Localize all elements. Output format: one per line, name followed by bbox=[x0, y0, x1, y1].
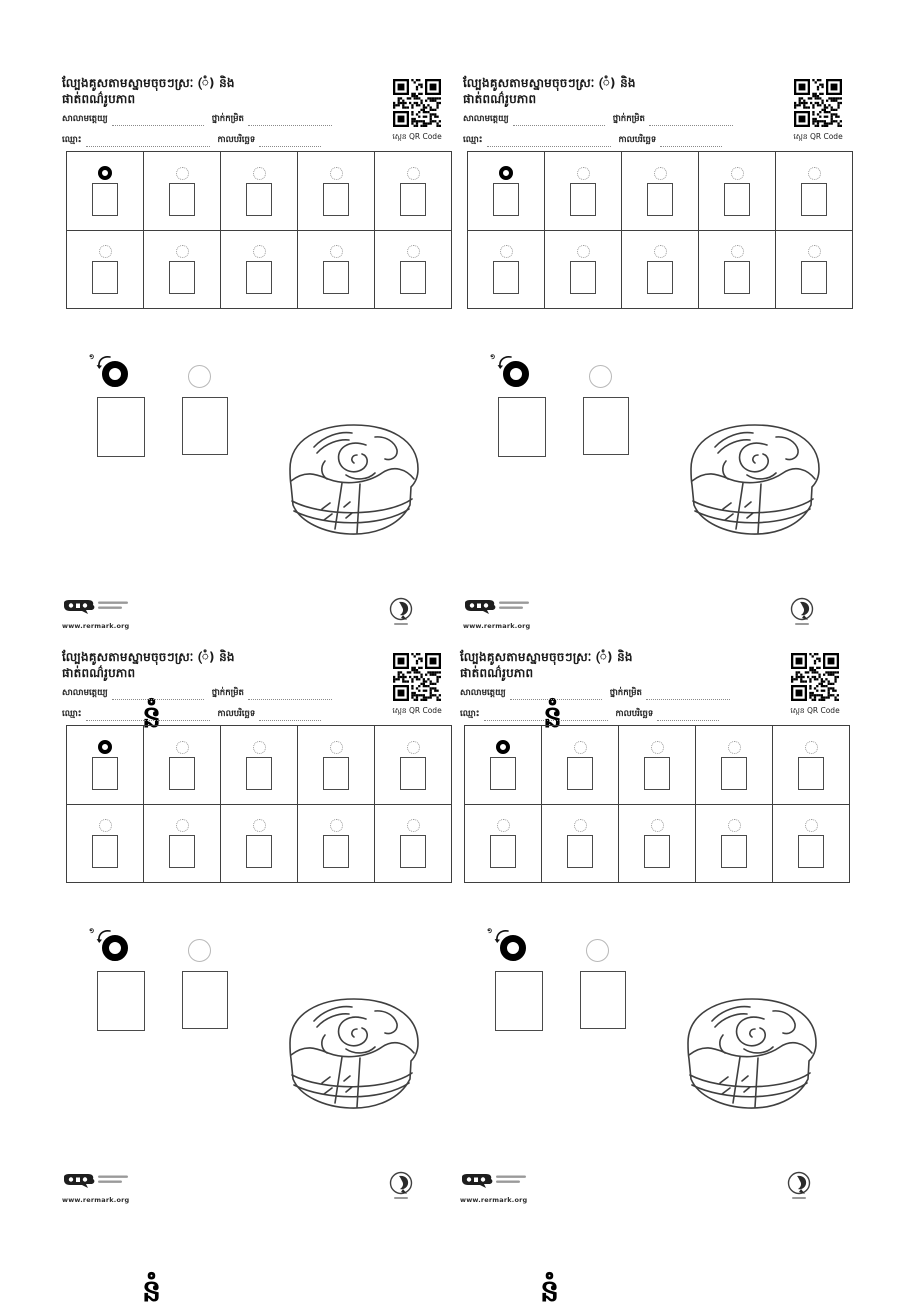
nikahit-trace-mark bbox=[99, 245, 112, 258]
writing-box bbox=[323, 261, 349, 294]
writing-box bbox=[647, 261, 673, 294]
writing-box bbox=[92, 835, 118, 868]
trace-cell bbox=[375, 231, 452, 310]
field-row-2 bbox=[463, 135, 783, 147]
writing-box bbox=[246, 183, 272, 216]
picture-word: នំ bbox=[543, 700, 563, 735]
trace-cell bbox=[699, 231, 776, 310]
nikahit-trace-mark bbox=[176, 819, 189, 832]
writing-box-large bbox=[97, 971, 145, 1031]
name-field-line bbox=[86, 138, 210, 147]
worksheet bbox=[458, 649, 854, 1309]
qr-block bbox=[788, 653, 842, 717]
nikahit-trace-mark bbox=[188, 365, 211, 388]
nikahit-trace-mark bbox=[188, 939, 211, 962]
worksheet-title-line2: ផាត់ពណ៌រូបភាព bbox=[463, 92, 537, 107]
trace-cell bbox=[619, 726, 696, 805]
nikahit-example-mark bbox=[503, 361, 529, 387]
name-field-label: ឈ្មោះ bbox=[62, 135, 82, 146]
trace-cell bbox=[375, 152, 452, 231]
trace-cell bbox=[622, 231, 699, 310]
qr-caption: ស្កេន QR Code bbox=[392, 706, 442, 715]
school-field-label: សាលាមត្តេយ្យ bbox=[463, 114, 509, 125]
nikahit-trace-mark bbox=[586, 939, 609, 962]
nikahit-trace-mark bbox=[577, 167, 590, 180]
nikahit-example-mark bbox=[98, 166, 112, 180]
writing-box bbox=[493, 183, 519, 216]
worksheet bbox=[461, 75, 857, 735]
date-field-label: កាលបរិច្ឆេទ bbox=[217, 709, 256, 720]
writing-box bbox=[92, 183, 118, 216]
publisher-logo-block bbox=[460, 1173, 550, 1204]
worksheet-title-line2: ផាត់ពណ៌រូបភាព bbox=[62, 666, 136, 681]
publisher-website: www.rermark.org bbox=[62, 622, 130, 630]
nikahit-trace-mark bbox=[330, 741, 343, 754]
nikahit-example-mark bbox=[102, 935, 128, 961]
writing-box bbox=[246, 261, 272, 294]
writing-box bbox=[490, 835, 516, 868]
qr-block bbox=[390, 653, 444, 717]
trace-cell bbox=[144, 726, 221, 805]
writing-box bbox=[323, 757, 349, 790]
school-field-line bbox=[112, 691, 204, 700]
grade-field-line bbox=[646, 691, 730, 700]
trace-grid bbox=[464, 725, 850, 883]
trace-cell bbox=[542, 726, 619, 805]
trace-cell bbox=[221, 152, 298, 231]
trace-cell bbox=[67, 726, 144, 805]
writing-box bbox=[323, 183, 349, 216]
trace-cell bbox=[696, 726, 773, 805]
nikahit-trace-mark bbox=[500, 245, 513, 258]
worksheet-copy-bottom-left bbox=[60, 649, 456, 1309]
grade-field-label: ថ្នាក់កម្រិត bbox=[211, 114, 244, 125]
worksheet-copy-bottom-right bbox=[458, 649, 854, 1309]
writing-box-large bbox=[583, 397, 629, 455]
nikahit-trace-mark bbox=[330, 167, 343, 180]
worksheet-title-line1: ល្បែងគូសតាមស្នាមចុចៗស្រៈ (ំ) និង bbox=[463, 76, 636, 90]
name-field-label: ឈ្មោះ bbox=[62, 709, 82, 720]
writing-box-large bbox=[495, 971, 543, 1031]
writing-box bbox=[798, 757, 824, 790]
publisher-logo-icon bbox=[62, 599, 142, 617]
qr-caption: ស្កេន QR Code bbox=[793, 132, 843, 141]
writing-box bbox=[721, 757, 747, 790]
nikahit-trace-mark bbox=[253, 245, 266, 258]
writing-box bbox=[169, 757, 195, 790]
picture-word: នំ bbox=[142, 700, 162, 735]
school-field-line bbox=[510, 691, 602, 700]
stroke-number: ១ bbox=[490, 353, 496, 361]
mascot-icon bbox=[388, 1171, 414, 1205]
school-field-line bbox=[112, 117, 204, 126]
nikahit-trace-mark bbox=[589, 365, 612, 388]
nikahit-trace-mark bbox=[407, 819, 420, 832]
trace-cell bbox=[67, 231, 144, 310]
worksheet-copy-top-left bbox=[60, 75, 456, 735]
cake-coloring-picture bbox=[676, 991, 826, 1119]
writing-box bbox=[570, 261, 596, 294]
trace-cell bbox=[545, 231, 622, 310]
name-field-label: ឈ្មោះ bbox=[460, 709, 480, 720]
trace-cell bbox=[619, 805, 696, 884]
qr-block bbox=[791, 79, 845, 143]
nikahit-trace-mark bbox=[574, 741, 587, 754]
writing-box-large bbox=[97, 397, 145, 457]
trace-cell bbox=[465, 805, 542, 884]
trace-cell bbox=[67, 152, 144, 231]
mascot-icon bbox=[786, 1171, 812, 1205]
writing-box-large bbox=[498, 397, 546, 457]
nikahit-trace-mark bbox=[805, 819, 818, 832]
nikahit-trace-mark bbox=[577, 245, 590, 258]
worksheet-copy-top-right bbox=[461, 75, 857, 735]
writing-box bbox=[246, 835, 272, 868]
nikahit-trace-mark bbox=[805, 741, 818, 754]
trace-cell bbox=[468, 231, 545, 310]
worksheet-title-line1: ល្បែងគូសតាមស្នាមចុចៗស្រៈ (ំ) និង bbox=[62, 76, 235, 90]
writing-box bbox=[570, 183, 596, 216]
date-field-line bbox=[660, 138, 722, 147]
trace-cell bbox=[144, 152, 221, 231]
writing-box bbox=[400, 183, 426, 216]
trace-grid bbox=[66, 725, 452, 883]
nikahit-trace-mark bbox=[731, 245, 744, 258]
date-field-line bbox=[259, 138, 321, 147]
grade-field-line bbox=[649, 117, 733, 126]
publisher-logo-icon bbox=[62, 1173, 142, 1191]
field-row-1 bbox=[62, 114, 382, 126]
date-field-line bbox=[259, 712, 321, 721]
writing-box bbox=[169, 835, 195, 868]
trace-cell bbox=[773, 726, 850, 805]
mascot-icon bbox=[388, 597, 414, 631]
trace-cell bbox=[699, 152, 776, 231]
trace-cell bbox=[776, 231, 853, 310]
writing-box bbox=[169, 261, 195, 294]
info-fields bbox=[62, 114, 382, 147]
nikahit-trace-mark bbox=[253, 167, 266, 180]
writing-box bbox=[169, 183, 195, 216]
info-fields bbox=[460, 688, 780, 721]
nikahit-trace-mark bbox=[330, 819, 343, 832]
trace-cell bbox=[298, 231, 375, 310]
grade-field-label: ថ្នាក់កម្រិត bbox=[609, 688, 642, 699]
nikahit-trace-mark bbox=[99, 819, 112, 832]
trace-cell bbox=[221, 726, 298, 805]
publisher-website: www.rermark.org bbox=[460, 1196, 528, 1204]
worksheet-title-line2: ផាត់ពណ៌រូបភាព bbox=[460, 666, 534, 681]
writing-box bbox=[400, 835, 426, 868]
writing-box bbox=[801, 183, 827, 216]
qr-block bbox=[390, 79, 444, 143]
writing-box-large bbox=[182, 397, 228, 455]
nikahit-trace-mark bbox=[728, 819, 741, 832]
publisher-website: www.rermark.org bbox=[463, 622, 531, 630]
trace-cell bbox=[622, 152, 699, 231]
worksheet-title-line1: ល្បែងគូសតាមស្នាមចុចៗស្រៈ (ំ) និង bbox=[62, 650, 235, 664]
info-fields bbox=[62, 688, 382, 721]
nikahit-example-mark bbox=[102, 361, 128, 387]
worksheet-header bbox=[460, 649, 780, 730]
worksheet bbox=[60, 75, 456, 735]
worksheet-title-line1: ល្បែងគូសតាមស្នាមចុចៗស្រៈ (ំ) និង bbox=[460, 650, 633, 664]
picture-word: នំ bbox=[142, 1274, 162, 1309]
publisher-logo-icon bbox=[460, 1173, 540, 1191]
trace-grid bbox=[467, 151, 853, 309]
writing-box bbox=[644, 757, 670, 790]
nikahit-trace-mark bbox=[253, 819, 266, 832]
worksheet bbox=[60, 649, 456, 1309]
trace-cell bbox=[696, 805, 773, 884]
nikahit-trace-mark bbox=[654, 245, 667, 258]
field-row-2 bbox=[62, 135, 382, 147]
cake-coloring-picture bbox=[679, 417, 829, 545]
trace-cell bbox=[221, 805, 298, 884]
trace-cell bbox=[221, 231, 298, 310]
field-row-2 bbox=[62, 709, 382, 721]
grade-field-line bbox=[248, 691, 332, 700]
nikahit-trace-mark bbox=[808, 167, 821, 180]
date-field-label: កាលបរិច្ឆេទ bbox=[217, 135, 256, 146]
writing-box bbox=[92, 261, 118, 294]
nikahit-trace-mark bbox=[808, 245, 821, 258]
grade-field-label: ថ្នាក់កម្រិត bbox=[211, 688, 244, 699]
picture-word: នំ bbox=[540, 1274, 560, 1309]
worksheet-header bbox=[463, 75, 783, 156]
mascot-icon bbox=[789, 597, 815, 631]
writing-box bbox=[493, 261, 519, 294]
writing-box bbox=[92, 757, 118, 790]
trace-grid bbox=[66, 151, 452, 309]
qr-code-icon bbox=[393, 653, 441, 701]
trace-cell bbox=[375, 805, 452, 884]
writing-box bbox=[724, 261, 750, 294]
publisher-logo-block bbox=[62, 1173, 152, 1204]
nikahit-example-mark bbox=[496, 740, 510, 754]
nikahit-trace-mark bbox=[253, 741, 266, 754]
qr-code-icon bbox=[794, 79, 842, 127]
nikahit-trace-mark bbox=[574, 819, 587, 832]
nikahit-trace-mark bbox=[176, 167, 189, 180]
trace-cell bbox=[542, 805, 619, 884]
nikahit-example-mark bbox=[98, 740, 112, 754]
nikahit-trace-mark bbox=[497, 819, 510, 832]
worksheet-footer bbox=[60, 1173, 456, 1215]
school-field-line bbox=[513, 117, 605, 126]
worksheet-header bbox=[62, 75, 382, 156]
field-row-1 bbox=[62, 688, 382, 700]
nikahit-trace-mark bbox=[654, 167, 667, 180]
nikahit-example-mark bbox=[499, 166, 513, 180]
stroke-number: ១ bbox=[89, 927, 95, 935]
cake-coloring-picture bbox=[278, 417, 428, 545]
name-field-line bbox=[487, 138, 611, 147]
stroke-number: ១ bbox=[89, 353, 95, 361]
trace-cell bbox=[468, 152, 545, 231]
date-field-line bbox=[657, 712, 719, 721]
info-fields bbox=[463, 114, 783, 147]
worksheet-footer bbox=[458, 1173, 854, 1215]
trace-cell bbox=[298, 726, 375, 805]
trace-cell bbox=[298, 805, 375, 884]
name-field-line bbox=[86, 712, 210, 721]
trace-cell bbox=[375, 726, 452, 805]
writing-box bbox=[724, 183, 750, 216]
writing-box bbox=[721, 835, 747, 868]
field-row-1 bbox=[463, 114, 783, 126]
stroke-number: ១ bbox=[487, 927, 493, 935]
nikahit-trace-mark bbox=[731, 167, 744, 180]
nikahit-trace-mark bbox=[651, 819, 664, 832]
trace-cell bbox=[67, 805, 144, 884]
cake-coloring-picture bbox=[278, 991, 428, 1119]
trace-cell bbox=[773, 805, 850, 884]
writing-box bbox=[801, 261, 827, 294]
writing-box bbox=[644, 835, 670, 868]
worksheet-title-line2: ផាត់ពណ៌រូបភាព bbox=[62, 92, 136, 107]
field-row-2 bbox=[460, 709, 780, 721]
nikahit-trace-mark bbox=[176, 741, 189, 754]
worksheet-footer bbox=[60, 599, 456, 641]
nikahit-trace-mark bbox=[728, 741, 741, 754]
writing-box bbox=[490, 757, 516, 790]
publisher-website: www.rermark.org bbox=[62, 1196, 130, 1204]
writing-box bbox=[567, 835, 593, 868]
trace-cell bbox=[144, 805, 221, 884]
qr-code-icon bbox=[393, 79, 441, 127]
nikahit-trace-mark bbox=[176, 245, 189, 258]
writing-box bbox=[647, 183, 673, 216]
trace-cell bbox=[298, 152, 375, 231]
writing-box bbox=[246, 757, 272, 790]
name-field-label: ឈ្មោះ bbox=[463, 135, 483, 146]
worksheet-header bbox=[62, 649, 382, 730]
writing-box bbox=[400, 261, 426, 294]
nikahit-trace-mark bbox=[407, 167, 420, 180]
school-field-label: សាលាមត្តេយ្យ bbox=[62, 114, 108, 125]
qr-code-icon bbox=[791, 653, 839, 701]
nikahit-trace-mark bbox=[651, 741, 664, 754]
school-field-label: សាលាមត្តេយ្យ bbox=[460, 688, 506, 699]
publisher-logo-icon bbox=[463, 599, 543, 617]
qr-caption: ស្កេន QR Code bbox=[392, 132, 442, 141]
publisher-logo-block bbox=[62, 599, 152, 630]
name-field-line bbox=[484, 712, 608, 721]
trace-cell bbox=[776, 152, 853, 231]
nikahit-trace-mark bbox=[407, 245, 420, 258]
grade-field-label: ថ្នាក់កម្រិត bbox=[612, 114, 645, 125]
writing-box bbox=[798, 835, 824, 868]
writing-box bbox=[567, 757, 593, 790]
trace-cell bbox=[144, 231, 221, 310]
qr-caption: ស្កេន QR Code bbox=[790, 706, 840, 715]
writing-box bbox=[323, 835, 349, 868]
publisher-logo-block bbox=[463, 599, 553, 630]
trace-cell bbox=[465, 726, 542, 805]
nikahit-trace-mark bbox=[407, 741, 420, 754]
trace-cell bbox=[545, 152, 622, 231]
nikahit-example-mark bbox=[500, 935, 526, 961]
writing-box-large bbox=[580, 971, 626, 1029]
writing-box-large bbox=[182, 971, 228, 1029]
date-field-label: កាលបរិច្ឆេទ bbox=[618, 135, 657, 146]
school-field-label: សាលាមត្តេយ្យ bbox=[62, 688, 108, 699]
grade-field-line bbox=[248, 117, 332, 126]
field-row-1 bbox=[460, 688, 780, 700]
date-field-label: កាលបរិច្ឆេទ bbox=[615, 709, 654, 720]
worksheet-footer bbox=[461, 599, 857, 641]
nikahit-trace-mark bbox=[330, 245, 343, 258]
writing-box bbox=[400, 757, 426, 790]
